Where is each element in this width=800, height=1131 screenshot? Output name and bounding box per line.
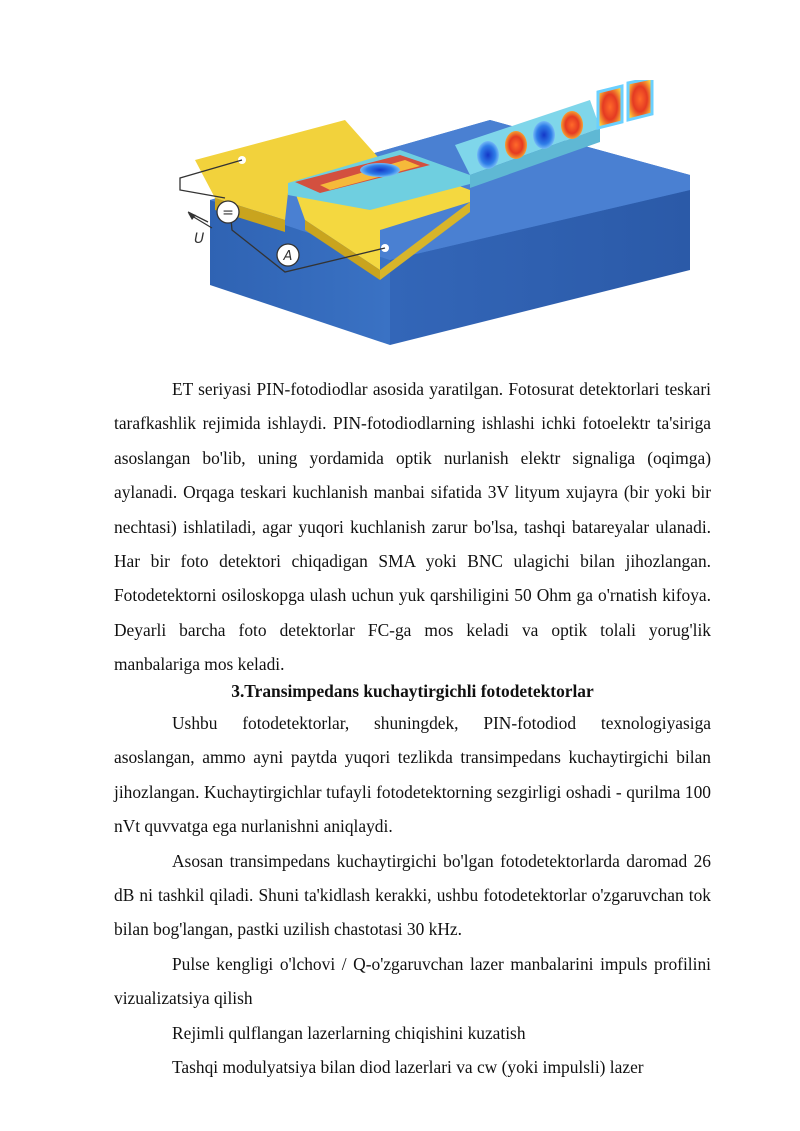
ammeter <box>277 244 299 266</box>
voltmeter <box>217 201 239 223</box>
ammeter-symbol: A <box>283 249 293 264</box>
paragraph: Tashqi modulyatsiya bilan diod lazerlari va cw (yoki impulsli) lazer <box>172 1057 644 1078</box>
paragraph: Asosan transimpedans kuchaytirgichi bo'lgan fotodetektorlarda daromad 26 dB ni tashkil qiladi. Shuni ta'kidlash kerakki, ushbu fotodetektorlar o'zgaruvchan tok bilan bog'langan, pastki uzilish chastotasi 30 kHz. <box>114 850 711 940</box>
paragraph: ET seriyasi PIN-fotodiodlar asosida yaratilgan. Fotosurat detektorlari teskari tarafkashlik rejimida ishlaydi. PIN-fotodiodlarning ishlashi ichki fotoelektr ta'siriga asoslangan bo'lib, uning yordamida optik nurlanish elektr signaliga (oqimga) aylanadi. Orqaga teskari kuchlanish manbai sifatida 3V lityum xujayra (bir yoki bir nechtasi) ishlatiladi, agar yuqori kuchlanish zarur bo'lsa, tashqi batareyalar ulanadi. Har bir foto detektori chiqadigan SMA yoki BNC ulagichi bilan jihozlangan. Fotodetektorni osiloskopga ulash uchun yuk qarshiligini 50 Ohm ga o'rnatish kifoya. Deyarli barcha foto detektorlar FC-ga mos keladi va optik tolali yorug'lik manbalariga mos keladi. <box>114 379 711 675</box>
voltage-label: U <box>194 231 205 247</box>
paragraph: Rejimli qulflangan lazerlarning chiqishini kuzatish <box>172 1022 526 1043</box>
paragraph: Ushbu fotodetektorlar, shuningdek, PIN-fotodiod texnologiyasiga asoslangan, ammo ayni paytda yuqori tezlikda transimpedans kuchaytirgichi bilan jihozlangan. Kuchaytirgichlar tufayli fotodetektorning sezgirligi oshadi - qurilma 100 nVt quvvatga ega nurlanishni aniqlaydi. <box>114 713 711 837</box>
incoming-wave <box>598 80 652 128</box>
voltmeter-symbol: = <box>222 205 234 221</box>
section-3 <box>114 676 711 1084</box>
body-text-top <box>114 372 711 682</box>
section-heading: 3.Transimpedans kuchaytirgichli fotodetektorlar <box>231 681 594 701</box>
photodetector-illustration <box>170 80 700 350</box>
paragraph: Pulse kengligi o'lchovi / Q-o'zgaruvchan lazer manbalarini impuls profilini vizualizatsiya qilish <box>114 953 711 1009</box>
